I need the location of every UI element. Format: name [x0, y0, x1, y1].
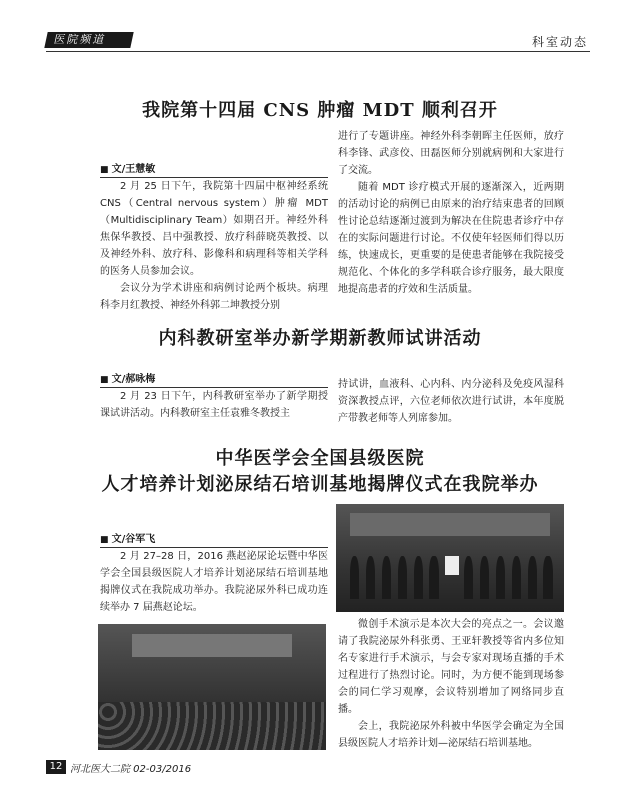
page-number: 12 — [46, 760, 66, 774]
person-figure — [382, 556, 392, 599]
article2-col2 — [338, 376, 564, 427]
person-figure — [543, 556, 553, 599]
article1-byline: ■ 文/王慧敏 — [100, 160, 328, 178]
ceremony-banner — [350, 513, 551, 537]
article3-col1 — [100, 548, 328, 616]
article1-col2-para: 进行了专题讲座。神经外科李朝晖主任医师，放疗科李锋、武彦佼、田磊医师分别就病例和大家进行了交流。 — [338, 131, 564, 176]
article1-col2-para: 随着 MDT 诊疗模式开展的逐渐深入，近两期的活动讨论的病例已由原来的治疗结束患者的回顾性讨论总结逐渐过渡到为解决在住院患者诊疗中存在的实际问题进行讨论。不仅使年轻医师们得以历练，快速成长，更重要的是使患者能够在我院接受规范化、个体化的多学科联合诊疗服务，最大限度地提高患者的疗效和生活质量。 — [338, 182, 564, 295]
person-figure — [414, 556, 424, 599]
article3-byline: ■ 文/谷军飞 — [100, 530, 328, 548]
person-figure — [496, 556, 506, 599]
conference-photo — [98, 624, 326, 750]
article2-col1 — [100, 388, 328, 422]
article2-col2-para: 持试讲，血液科、心内科、内分泌科及免疫风湿科资深教授点评，六位老师依次进行试讲，本年度脱产带教老师等人列席参加。 — [338, 379, 564, 424]
plaque — [445, 556, 459, 575]
person-figure — [512, 556, 522, 599]
article1-title: 我院第十四届 CNS 肿瘤 MDT 顺利召开 — [142, 100, 498, 121]
article1-col1-para: 会议分为学术讲座和病例讨论两个板块。病理科李月红教授、神经外科郭二坤教授分别 — [100, 283, 328, 311]
article3-col2-para: 微创手术演示是本次大会的亮点之一。会议邀请了我院泌尿外科张勇、王亚轩教授等省内多位知名专家进行手术演示，与会专家对现场直播的手术过程进行了热烈讨论。同时，为方便不能到现场参会的同仁学习观摩，会议特别增加了网络同步直播。 — [338, 619, 564, 715]
person-figure — [480, 556, 490, 599]
magazine-name: 河北医大二院 02-03/2016 — [70, 764, 192, 775]
section-tag — [44, 32, 133, 48]
article3-col1-para: 2 月 27–28 日，2016 燕赵泌尿论坛暨中华医学会全国县级医院人才培养计划泌尿结石培训基地揭牌仪式在我院成功举办。我院泌尿外科已成功连续举办 7 届燕赵论坛。 — [100, 551, 328, 613]
article3-col2 — [338, 616, 564, 752]
article3-col2-para: 会上，我院泌尿外科被中华医学会确定为全国县级医院人才培养计划—泌尿结石培训基地。 — [338, 721, 564, 749]
person-figure — [350, 556, 360, 599]
section-tag-label: 医院频道 — [52, 33, 108, 46]
person-figure — [429, 556, 439, 599]
article2-byline: ■ 文/郝咏梅 — [100, 370, 328, 388]
header-divider — [46, 51, 590, 52]
section-name: 科室动态 — [531, 35, 588, 49]
audience — [98, 702, 326, 750]
article2-col1-para: 2 月 23 日下午，内科教研室举办了新学期授课试讲活动。内科教研室主任袁雅冬教授主 — [100, 391, 328, 419]
article1-col1-para: 2 月 25 日下午，我院第十四届中枢神经系统 CNS（Central nervous system）肿瘤 MDT（Multidisciplinary Team）如期召开。神经外科焦保华教授、吕中强教授、放疗科薛晓英教授、以及神经外科、放疗科、影像科和病理科等相关学科的医务人员参加会议。 — [100, 181, 328, 277]
article2-title: 内科教研室举办新学期新教师试讲活动 — [158, 328, 482, 349]
ceremony-photo — [336, 504, 564, 612]
article1-col2 — [338, 128, 564, 298]
article3-title-line2: 人才培养计划泌尿结石培训基地揭牌仪式在我院举办 — [101, 474, 539, 495]
person-figure — [464, 556, 474, 599]
projection-screen — [132, 634, 292, 657]
person-figure — [366, 556, 376, 599]
person-figure — [528, 556, 538, 599]
person-figure — [398, 556, 408, 599]
article3-title-line1: 中华医学会全国县级医院 — [215, 448, 425, 469]
article1-col1 — [100, 178, 328, 314]
